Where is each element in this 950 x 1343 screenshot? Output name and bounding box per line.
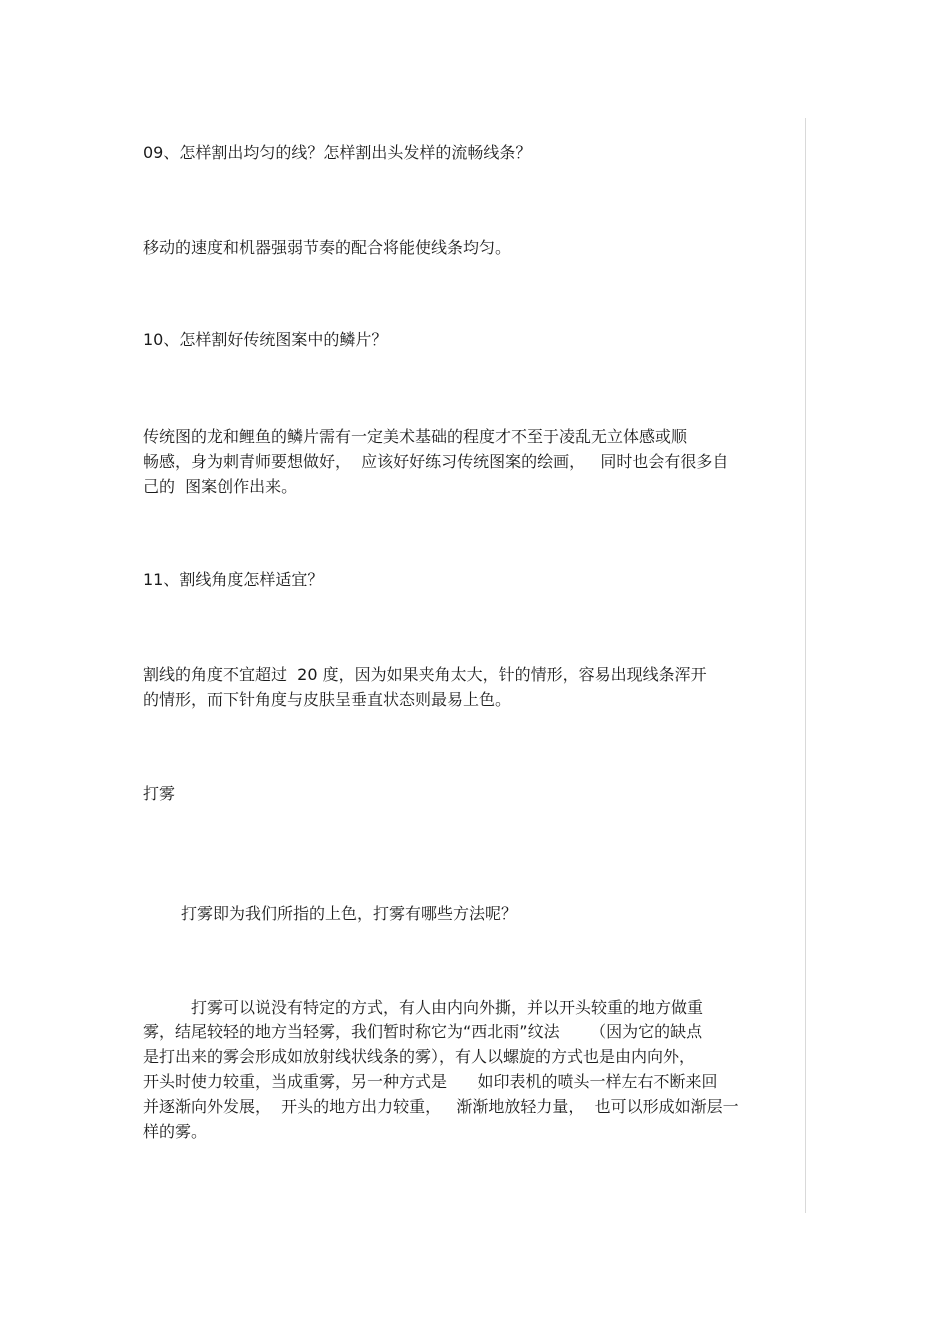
fog-answer-line: 样的雾。 <box>143 1122 208 1141</box>
fog-answer-line: 开头时使力较重，当成重雾，另一种方式是 如印表机的喷头一样左右不断来回 <box>143 1072 718 1091</box>
q10-answer-line: 传统图的龙和鲤鱼的鳞片需有一定美术基础的程度才不至于凌乱无立体感或顺 <box>143 427 688 446</box>
q09-heading: 09、怎样割出均匀的线？怎样割出头发样的流畅线条？ <box>143 143 532 162</box>
q10-heading: 10、怎样割好传统图案中的鳞片？ <box>143 330 388 349</box>
fog-answer-line: 打雾可以说没有特定的方式，有人由内向外撕，并以开头较重的地方做重 <box>191 998 704 1017</box>
fog-section-title: 打雾 <box>143 784 176 803</box>
q10-answer-line: 己的 图案创作出来。 <box>143 477 298 496</box>
fog-answer-line: 并逐渐向外发展， 开头的地方出力较重， 渐渐地放轻力量， 也可以形成如渐层一 <box>143 1097 739 1116</box>
page-edge-rule <box>805 118 806 1213</box>
fog-question: 打雾即为我们所指的上色，打雾有哪些方法呢？ <box>181 904 518 923</box>
fog-answer-line: 是打出来的雾会形成如放射线状线条的雾），有人以螺旋的方式也是由内向外， <box>143 1047 696 1066</box>
q11-answer-line: 割线的角度不宜超过 20 度，因为如果夹角太大，针的情形，容易出现线条浑开 <box>143 665 707 684</box>
q09-answer: 移动的速度和机器强弱节奏的配合将能使线条均匀。 <box>143 238 512 257</box>
q10-answer-line: 畅感，身为刺青师要想做好， 应该好好练习传统图案的绘画， 同时也会有很多自 <box>143 452 729 471</box>
q11-heading: 11、割线角度怎样适宜？ <box>143 570 324 589</box>
fog-answer-line: 雾，结尾较轻的地方当轻雾，我们暂时称它为“西北雨”纹法 （因为它的缺点 <box>143 1022 703 1041</box>
q11-answer-line: 的情形，而下针角度与皮肤呈垂直状态则最易上色。 <box>143 690 512 709</box>
